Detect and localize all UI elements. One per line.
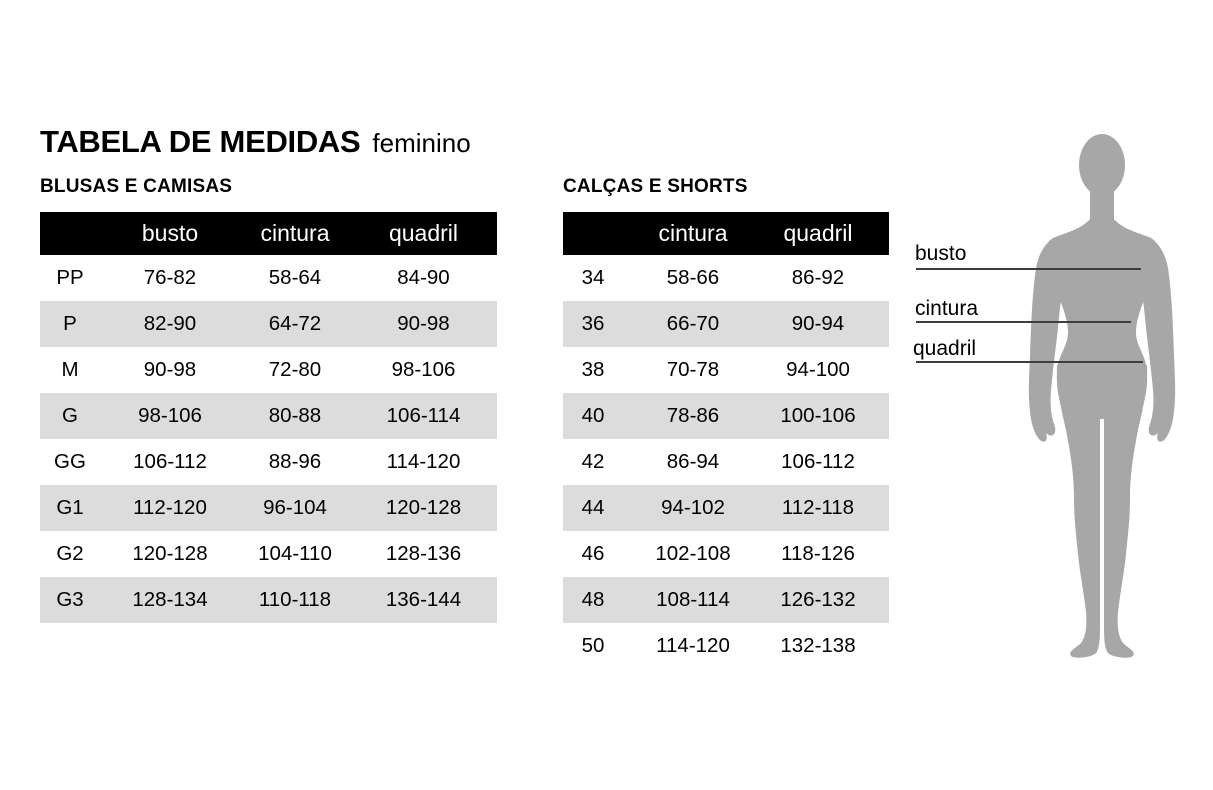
- measure-cell: 88-96: [268, 450, 322, 473]
- measure-cell: 58-64: [268, 266, 322, 289]
- size-cell: 48: [581, 588, 605, 611]
- measure-cell: 100-106: [780, 404, 856, 427]
- page-subtitle: feminino: [372, 128, 471, 158]
- column-header: quadril: [783, 220, 853, 246]
- table-row: [40, 577, 497, 623]
- size-cell: G1: [56, 496, 84, 519]
- table-row: [40, 347, 497, 393]
- calcas-table: [563, 212, 889, 669]
- measure-cell: 90-98: [143, 358, 197, 381]
- measure-cell: 98-106: [391, 358, 456, 381]
- measure-cell: 120-128: [132, 542, 208, 565]
- measure-label-busto: busto: [915, 242, 967, 265]
- measure-cell: 128-134: [132, 588, 208, 611]
- table-row: [40, 439, 497, 485]
- measure-cell: 90-98: [397, 312, 450, 335]
- measure-cell: 102-108: [655, 542, 731, 565]
- measure-cell: 64-72: [268, 312, 322, 335]
- section-title-blusas: BLUSAS E CAMISAS: [40, 176, 233, 197]
- table-row: [563, 255, 889, 301]
- table-row: [563, 531, 889, 577]
- silhouette-left-leg: [1057, 365, 1100, 658]
- table-row: [40, 393, 497, 439]
- measure-cell: 106-114: [386, 404, 461, 427]
- measure-cell: 94-100: [786, 358, 850, 381]
- measure-cell: 58-66: [666, 266, 720, 289]
- measure-cell: 76-82: [143, 266, 197, 289]
- column-header: busto: [141, 220, 199, 246]
- silhouette-right-leg: [1104, 365, 1147, 658]
- table-row: [40, 531, 497, 577]
- size-cell: GG: [54, 450, 86, 473]
- size-cell: G3: [56, 588, 84, 611]
- measure-cell: 94-102: [661, 496, 725, 519]
- size-cell: 46: [581, 542, 605, 565]
- measure-cell: 72-80: [268, 358, 322, 381]
- size-cell: 40: [581, 404, 605, 427]
- size-cell: 42: [581, 450, 605, 473]
- table-row: [563, 577, 889, 623]
- size-cell: G2: [56, 542, 84, 565]
- measure-cell: 86-94: [666, 450, 720, 473]
- table-row: [563, 623, 889, 669]
- measure-cell: 78-86: [666, 404, 720, 427]
- size-cell: 44: [581, 496, 605, 519]
- measure-cell: 84-90: [397, 266, 450, 289]
- measure-cell: 82-90: [143, 312, 197, 335]
- measure-cell: 108-114: [656, 588, 730, 611]
- page-title: TABELA DE MEDIDAS: [40, 124, 361, 159]
- measure-cell: 90-94: [791, 312, 845, 335]
- measure-cell: 128-136: [385, 542, 462, 565]
- measure-cell: 70-78: [666, 358, 720, 381]
- table-row: [40, 485, 497, 531]
- table-row: [40, 255, 497, 301]
- measure-cell: 136-144: [385, 588, 462, 611]
- table-row: [563, 301, 889, 347]
- measure-cell: 106-112: [781, 450, 855, 473]
- size-cell: 50: [581, 634, 605, 657]
- title-block: [40, 124, 471, 160]
- table-row: [563, 393, 889, 439]
- measure-cell: 114-120: [656, 634, 730, 657]
- table-row: [563, 439, 889, 485]
- measure-label-quadril: quadril: [913, 337, 977, 360]
- size-cell: 36: [581, 312, 605, 335]
- table-header-row: [40, 212, 497, 255]
- measure-cell: 80-88: [268, 404, 322, 427]
- size-cell: G: [62, 404, 78, 427]
- size-cell: P: [63, 312, 77, 335]
- measure-cell: 106-112: [133, 450, 207, 473]
- measure-line-busto: [916, 268, 1141, 270]
- blusas-table: [40, 212, 497, 623]
- size-cell: PP: [56, 266, 84, 289]
- measure-line-quadril: [916, 361, 1143, 363]
- measure-cell: 66-70: [666, 312, 720, 335]
- figure-area: [900, 110, 1213, 670]
- table-header-row: [563, 212, 889, 255]
- column-header: cintura: [260, 220, 330, 246]
- silhouette-right-arm: [1139, 236, 1175, 442]
- measure-cell: 114-120: [386, 450, 461, 473]
- silhouette-left-arm: [1029, 236, 1065, 442]
- size-cell: 38: [581, 358, 605, 381]
- table-row: [563, 485, 889, 531]
- measure-cell: 110-118: [258, 588, 332, 611]
- measure-cell: 98-106: [138, 404, 202, 427]
- measure-cell: 126-132: [780, 588, 856, 611]
- column-header: quadril: [388, 220, 459, 246]
- size-cell: M: [61, 358, 79, 381]
- measure-cell: 86-92: [791, 266, 845, 289]
- section-title-calcas: CALÇAS E SHORTS: [563, 176, 748, 197]
- female-body-silhouette: [900, 110, 1213, 670]
- measure-cell: 132-138: [780, 634, 856, 657]
- measure-cell: 118-126: [781, 542, 855, 565]
- measure-cell: 104-110: [258, 542, 332, 565]
- measure-cell: 120-128: [385, 496, 462, 519]
- measure-line-cintura: [916, 321, 1131, 323]
- measure-cell: 112-118: [781, 496, 855, 519]
- measure-cell: 96-104: [263, 496, 327, 519]
- size-cell: 34: [581, 266, 605, 289]
- column-header: cintura: [658, 220, 728, 246]
- measure-cell: 112-120: [133, 496, 207, 519]
- table-row: [40, 301, 497, 347]
- table-row: [563, 347, 889, 393]
- measure-label-cintura: cintura: [915, 297, 979, 320]
